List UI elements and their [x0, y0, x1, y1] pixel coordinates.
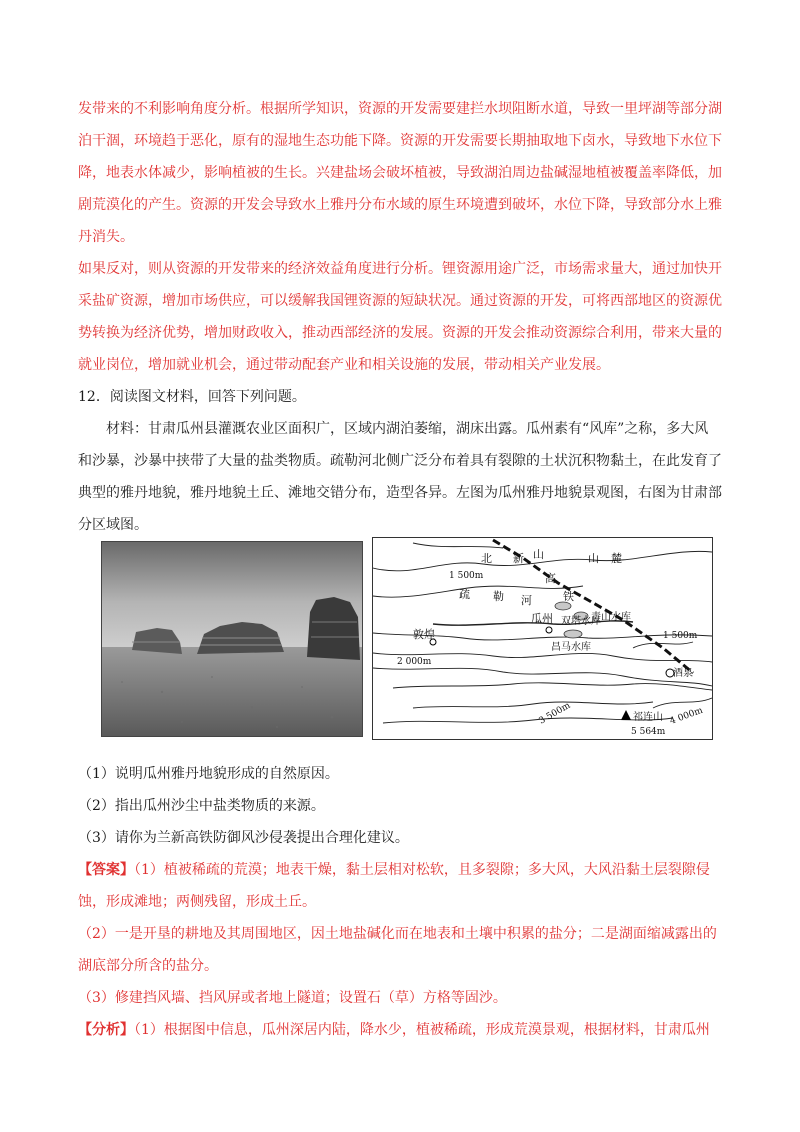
- answer-line: （3）修建挡风墙、挡风屏或者地上隧道；设置石（草）方格等固沙。: [78, 990, 507, 1006]
- label-qingshan: 青山水库: [591, 612, 631, 623]
- analysis-line: 泊干涸，环境趋于恶化，原有的湿地生态功能下降。资源的开发需要长期抽取地下卤水，导致地下水位下: [78, 133, 722, 149]
- analysis-line: 剧荒漠化的产生。资源的开发会导致水上雅丹分布水域的原生环境遭到破坏，水位下降，导致部分水上雅: [78, 197, 722, 213]
- question-header: 12．阅读图文材料，回答下列问题。: [78, 389, 306, 405]
- label-lu: 麓: [611, 552, 622, 565]
- label-le: 勒: [493, 590, 504, 603]
- label-dunhuang: 敦煌: [413, 628, 435, 641]
- analysis-tag: 【分析】: [78, 1022, 134, 1038]
- label-tie: 铁: [563, 590, 574, 603]
- contour-3500: 3 500m: [537, 700, 573, 727]
- oppose-line: 如果反对，则从资源的开发带来的经济效益角度进行分析。锂资源用途广泛，市场需求量大，通过加快开: [78, 261, 722, 277]
- oppose-line: 势转换为经济优势，增加财政收入，推动西部经济的发展。资源的开发会推动资源综合利用，带来大量的: [78, 325, 722, 341]
- label-shan1: 山: [533, 548, 544, 561]
- material-line: 分区域图。: [78, 517, 148, 533]
- contour-2000: 2 000m: [397, 657, 432, 667]
- label-bei: 北: [481, 552, 492, 565]
- answer-line: 蚀，形成滩地；两侧残留，形成土丘。: [78, 894, 316, 910]
- question-item: （1）说明瓜州雅丹地貌形成的自然原因。: [78, 766, 339, 782]
- label-qilian-elevation: 5 564m: [631, 727, 666, 737]
- label-shuangta: 双塔水库: [561, 616, 601, 627]
- yardang-photo: [101, 541, 363, 737]
- analysis-line: 降，地表水体减少，影响植被的生长。兴建盐场会破坏植被，导致湖泊周边盐碱湿地植被覆盖率降低，加: [78, 165, 722, 181]
- question-item: （3）请你为兰新高铁防御风沙侵袭提出合理化建议。: [78, 830, 409, 846]
- material-line: 典型的雅丹地貌，雅丹地貌土丘、滩地交错分布，造型各异。左图为瓜州雅丹地貌景观图，右图为甘肃部: [78, 485, 722, 501]
- answer-tag: 【答案】: [78, 862, 134, 878]
- contour-1500-north: 1 500m: [449, 571, 484, 581]
- analysis-start-line: [78, 1019, 710, 1039]
- analysis-line: 发带来的不利影响角度分析。根据所学知识，资源的开发需要建拦水坝阻断水道，导致一里坪湖等部分湖: [78, 101, 722, 117]
- label-jiuquan: 酒泉: [673, 668, 693, 679]
- answer-line-1: [78, 859, 710, 879]
- label-qilian: 祁连山: [633, 712, 663, 723]
- contour-4000: 4 000m: [668, 705, 705, 727]
- analysis-text: （1）根据图中信息，瓜州深居内陆，降水少，植被稀疏，形成荒漠景观，根据材料，甘肃瓜州: [134, 1022, 710, 1038]
- answer-text: （1）植被稀疏的荒漠；地表干燥，黏土层相对松软，且多裂隙；多大风，大风沿黏土层裂隙侵: [134, 862, 710, 878]
- oppose-line: 就业岗位，增加就业机会，通过带动配套产业和相关设施的发展，带动相关产业发展。: [78, 357, 610, 373]
- question-item: （2）指出瓜州沙尘中盐类物质的来源。: [78, 798, 325, 814]
- label-gao: 高: [545, 572, 556, 585]
- oppose-line: 采盐矿资源，增加市场供应，可以缓解我国锂资源的短缺状况。通过资源的开发，可将西部地区的资源优: [78, 293, 722, 309]
- label-he: 河: [521, 594, 532, 607]
- answer-line: 湖底部分所含的盐分。: [78, 958, 218, 974]
- label-xin: 新: [513, 552, 524, 565]
- label-changma: 昌马水库: [551, 642, 591, 653]
- contour-1500-east: 1 500m: [663, 631, 698, 641]
- material-line: 和沙暴，沙暴中挟带了大量的盐类物质。疏勒河北侧广泛分布着具有裂隙的土状沉积物黏土，在此发育了: [78, 453, 722, 469]
- gansu-region-map: [372, 537, 713, 740]
- label-guazhou: 瓜州: [531, 612, 553, 625]
- label-shan2: 山: [588, 552, 599, 565]
- material-line: 材料：甘肃瓜州县灌溉农业区面积广，区域内湖泊萎缩，湖床出露。瓜州素有“风库”之称，多大风: [106, 421, 709, 437]
- answer-line: （2）一是开垦的耕地及其周围地区，因土地盐碱化而在地表和土壤中积累的盐分；二是湖面缩减露出的: [78, 926, 717, 942]
- analysis-line: 丹消失。: [78, 229, 134, 245]
- label-shu: 疏: [459, 588, 470, 601]
